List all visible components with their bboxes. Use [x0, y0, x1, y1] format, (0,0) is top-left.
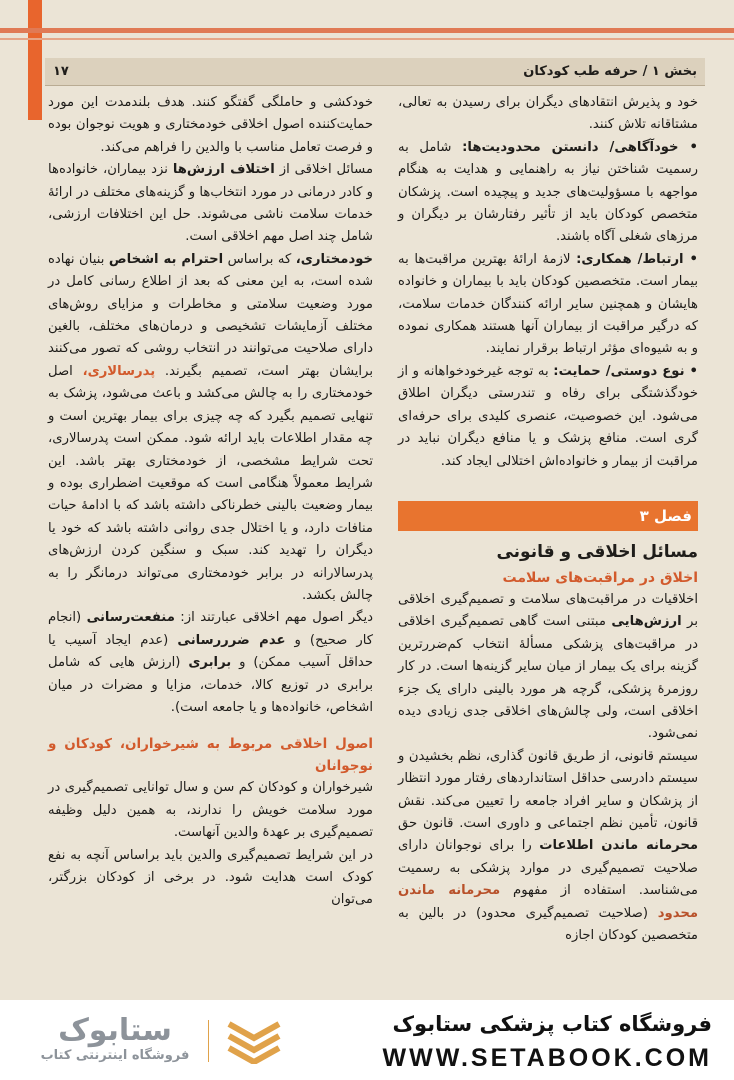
text-run: اصل خودمختاری را به چالش می‌کشد و باعث می‌شود، پزشک به تنهایی تصمیم بگیرد که چه چیزی برای بیمار بهترین است و چه مقدار اطلاعات باید ارائه شود. ممکن است پدرسالاری، تحت شرایط مشخصی، از خودمختاری بهتر باشد. این شرایط معمولاً هنگامی است که موقعیت اضطراری بوده و بیمار وضعیت بالینی خطرناکی داشته باشد که با ادامهٔ حیات منافات دارد، و یا اختلال جدی روانی داشته باشد که خود یا دیگران را تهدید کند. سبک و سنگین کردن ارزش‌های پدرسالارانه در برابر خودمختاری می‌تواند درمانگر را به چالش بکشد. [48, 363, 373, 603]
chapter-label: فصل ۳ [639, 506, 692, 525]
bullet-term: خودآگاهی/ دانستن محدودیت‌ها: [462, 139, 679, 155]
bullet-altruism [398, 361, 698, 473]
bold-term: عدم ضرررسانی [177, 632, 286, 648]
store-logo[interactable] [30, 1014, 200, 1070]
bold-term: منفعت‌رسانی [86, 610, 175, 626]
paragraph-autonomy [48, 249, 373, 608]
left-column [48, 92, 373, 912]
legal-paragraph [398, 746, 698, 948]
bold-term: محرمانه ماندن محدود [398, 883, 698, 921]
running-header [45, 58, 705, 86]
right-column [398, 92, 698, 947]
text-run: که براساس [223, 251, 296, 267]
bold-term: برابری [188, 655, 232, 671]
text-run: نزد بیماران، خانواده‌ها و کادر درمانی در مورد انتخاب‌ها و گزینه‌های مختلف در ارائهٔ خدمات سلامت ناشی می‌شوند. حل این اختلافات ارزشی، شامل چند اصل مهم اخلاقی است. [48, 162, 373, 245]
paragraph-infants: شیرخواران و کودکان کم سن و سال توانایی تصمیم‌گیری در مورد سلامت خویش را ندارند، به همین دلیل وظیفه تصمیم‌گیری بر عهدهٔ والدین آنهاست. [48, 780, 373, 841]
bold-term: ارزش‌هایی [611, 614, 682, 630]
highlight-term: پدرسالاری، [82, 363, 156, 379]
chapter-title: مسائل اخلاقی و قانونی [496, 541, 698, 562]
text-run: مبتنی است گاهی تصمیم‌گیری اخلاقی در مراقبت‌های پزشکی مسألهٔ انتخاب کم‌ضررترین گزینه برای یک بیمار از میان سایر گزینه‌ها است. در کار روزمرهٔ پزشکی، گرچه هر مورد بالینی دارای یک جزء اخلاقی است، ولی چالش‌های اخلاقی جدی زیادی دیده نمی‌شود. [398, 614, 698, 742]
footer-divider [208, 1020, 209, 1062]
paragraph-adolescent: خودکشی و حاملگی گفتگو کنند. هدف بلندمدت این مورد حمایت‌کننده اصول اخلاقی خودمختاری و هویت نوجوان بوده و فرصت تعامل مناسب با والدین را فراهم می‌کند. [48, 95, 373, 155]
top-stripe [0, 28, 734, 33]
bullet-icon: • [684, 363, 698, 379]
intro-text: خود و پذیرش انتقادهای دیگران برای رسیدن به تعالی، مشتاقانه تلاش کنند. [398, 95, 698, 133]
bullet-term: نوع دوستی/ حمایت: [553, 363, 685, 379]
bold-term: احترام به اشخاص [108, 251, 224, 267]
section-title: اخلاق در مراقبت‌های سلامت [502, 569, 698, 586]
logo-text: ستابوک [58, 1013, 172, 1048]
paragraph-parents: در این شرایط تصمیم‌گیری والدین باید براساس آنچه به نفع کودک است هدایت شود. در برخی از کودکان بزرگتر، می‌توان [48, 847, 373, 908]
text-run: (عدم ایجاد آسیب یا حداقل آسیب ممکن) و [48, 632, 373, 671]
logo-subtitle: فروشگاه اینترنتی کتاب [40, 1048, 190, 1063]
text-run: مسائل اخلاقی از [274, 162, 374, 178]
running-title: بخش ۱ / حرفه طب کودکان [523, 64, 697, 79]
chevron-logo-icon [225, 1018, 283, 1064]
text-run: (انجام کار صحیح) و [48, 610, 373, 648]
text-run: سیستم قانونی، از طریق قانون گذاری، نظم بخشیدن و سیستم دادرسی حداقل استانداردهای رفتار مورد انتظار از پزشکان و سایر افراد جامعه را تعیین می‌کند. نقش قانون، تأمین نظم اجتماعی و داوری است. قانون حق [398, 748, 698, 831]
text-run: بنیان نهاده شده است، به این معنی که بعد از اطلاع رسانی کامل در مورد وضعیت سلامتی و مخاطرات و مزایای روش‌های مختلف آزمایشات تشخیصی و درمان‌های مختلف، بالغین دارای صلاحیت می‌توانند در انتخاب روشی که تصور می‌کنند برایشان بهتر است، تصمیم بگیرند. [48, 251, 373, 379]
text-run: (صلاحیت تصمیم‌گیری محدود) در بالین به متخصصین کودکان اجازه [398, 905, 698, 943]
bullet-text: به توجه غیرخودخواهانه و از خودگذشتگی برای رفاه و تندرستی دیگران اطلاق می‌شود. این خصوصیت، عنصری کلیدی برای حرفه‌ای گری است. منافع پزشک و یا منافع دیگران نباید در مراقبت از بیمار و خانواده‌اش اختلالی ایجاد کند. [398, 363, 698, 469]
bold-term: خودمختاری، [295, 251, 373, 267]
text-run: دیگر اصول مهم اخلاقی عبارتند از: [174, 610, 373, 626]
bullet-icon: • [678, 139, 698, 155]
text-run: را برای نوجوانان دارای صلاحیت تصمیم‌گیری در موارد پزشکی به رسمیت می‌شناسد. استفاده از مفهوم [398, 838, 698, 899]
text-run: (ارزش هایی که شامل برابری در توزیع کالا، خدمات، مزایا و مضرات در میان اشخاص، خانواده‌ها و یا جامعه است). [48, 655, 373, 715]
chapter-banner [398, 501, 698, 531]
text-run: اخلاقیات در مراقبت‌های سلامت و تصمیم‌گیری اخلاقی بر [398, 591, 698, 630]
bullet-text: شامل به رسمیت شناختن نیاز به راهنمایی و هدایت به هنگام مواجهه با مسؤولیت‌های جدید و پیچیده است. پزشکان متخصص کودکان باید از تأثیر رفتارشان بر دیگران و مرزهای شغلی آگاه باشند. [398, 139, 698, 245]
bold-term: اختلاف ارزش‌ها [172, 162, 275, 178]
bullet-term: ارتباط/ همکاری: [576, 251, 684, 267]
bullet-self-awareness [398, 137, 698, 249]
ethics-paragraph [398, 589, 698, 746]
page-number: ۱۷ [53, 64, 69, 79]
store-name: فروشگاه کتاب پزشکی ستابوک [392, 1012, 712, 1036]
bullet-text: لازمهٔ ارائهٔ بهترین مراقبت‌ها به بیمار است. متخصصین کودکان باید با بیماران و خانواده هایشان و همچنین سایر ارائه کنندگان خدمات سلامت، که درگیر مراقبت از بیماران آنها هستند همکاری نموده و به شیوه‌ای مؤثر ارتباط برقرار نمایند. [398, 251, 698, 357]
bullet-icon: • [683, 251, 698, 267]
bullet-communication [398, 249, 698, 361]
bold-term: محرمانه ماندن اطلاعات [539, 838, 699, 854]
top-stripe-thin [0, 38, 734, 40]
subsection-heading: اصول اخلاقی مربوط به شیرخواران، کودکان و نوجوانان [48, 736, 373, 775]
paragraph-principles [48, 607, 373, 719]
chapter-tab [28, 0, 42, 120]
store-url-link[interactable]: WWW.SETABOOK.COM [382, 1044, 712, 1072]
store-footer [0, 1000, 734, 1080]
paragraph-value-conflict [48, 159, 373, 249]
